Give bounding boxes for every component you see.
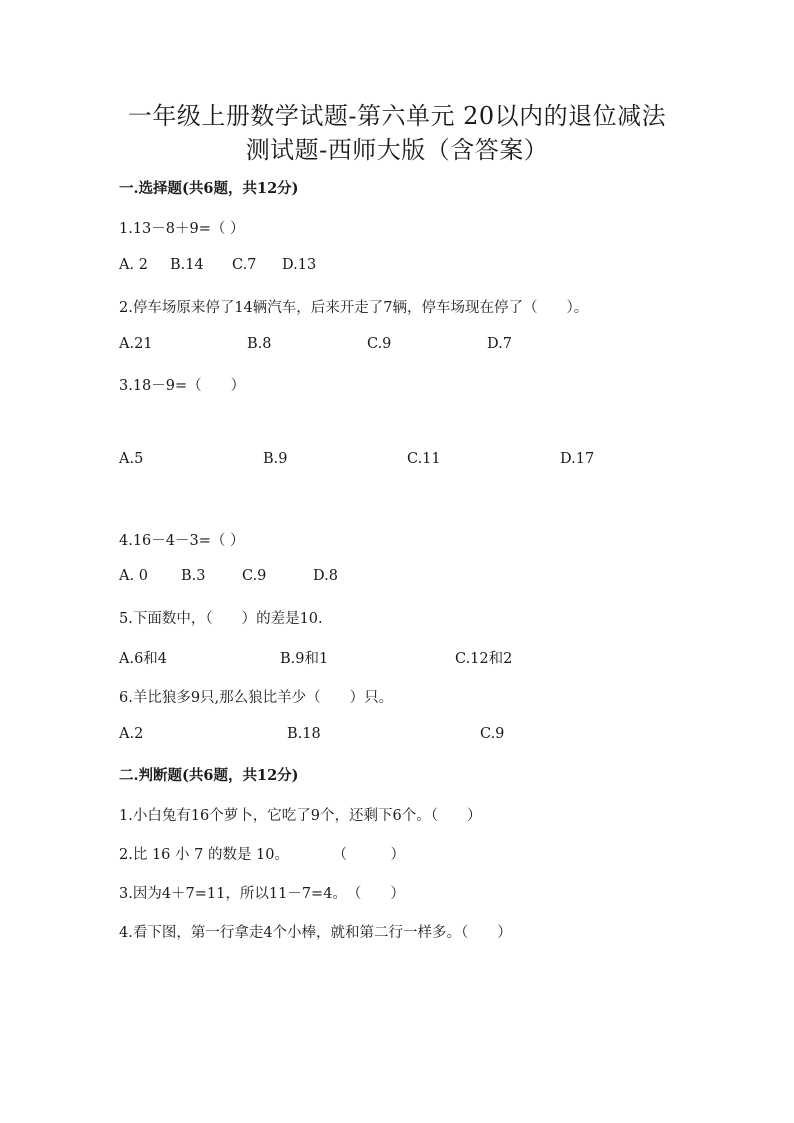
question-option: D.13 [282, 257, 317, 273]
question-option: B.9 [263, 451, 288, 467]
document-title-line2: 测试题-西师大版（含答案） [245, 136, 549, 164]
question-option: D.17 [560, 451, 595, 467]
question-option: C.7 [232, 257, 257, 273]
judgment-question: 1.小白兔有16个萝卜，它吃了9个，还剩下6个。（ ） [119, 808, 482, 824]
question-option: A.5 [119, 451, 144, 467]
question-option: C.11 [407, 451, 441, 467]
question-option: C.9 [480, 726, 505, 742]
question-option: D.8 [313, 568, 338, 584]
question-text: 6.羊比狼多9只,那么狼比羊少（ ）只。 [119, 690, 394, 706]
question-option: C.9 [242, 568, 267, 584]
question-option: B.9和1 [280, 651, 329, 667]
question-option: A.6和4 [119, 651, 168, 667]
question-option: A. 0 [119, 568, 148, 584]
judgment-question: 4.看下图，第一行拿走4个小棒，就和第二行一样多。（ ） [119, 925, 512, 941]
question-text: 1.13－8＋9=（ ） [119, 221, 245, 237]
question-option: C.9 [367, 336, 392, 352]
judgment-question: 3.因为4＋7=11，所以11－7=4。 （ ） [119, 886, 405, 902]
question-option: A.21 [119, 336, 153, 352]
judgment-question: 2.比 16 小 7 的数是 10。 （ ） [119, 847, 406, 863]
question-option: B.3 [181, 568, 206, 584]
question-option: C.12和2 [455, 651, 513, 667]
document-title-line1: 一年级上册数学试题-第六单元 20以内的退位减法 [127, 102, 667, 130]
question-option: D.7 [487, 336, 512, 352]
question-text: 2.停车场原来停了14辆汽车，后来开走了7辆，停车场现在停了（ ）。 [119, 300, 589, 316]
question-option: B.18 [287, 726, 321, 742]
section1-heading: 一.选择题(共6题，共12分) [119, 180, 299, 197]
section2-heading: 二.判断题(共6题，共12分) [119, 767, 299, 784]
question-text: 3.18－9=（ ） [119, 378, 246, 394]
question-option: A.2 [119, 726, 144, 742]
question-option: A. 2 [119, 257, 148, 273]
question-option: B.14 [170, 257, 204, 273]
question-text: 4.16－4－3=（ ） [119, 533, 245, 549]
question-text: 5.下面数中，（ ）的差是10. [119, 611, 323, 627]
question-option: B.8 [247, 336, 272, 352]
